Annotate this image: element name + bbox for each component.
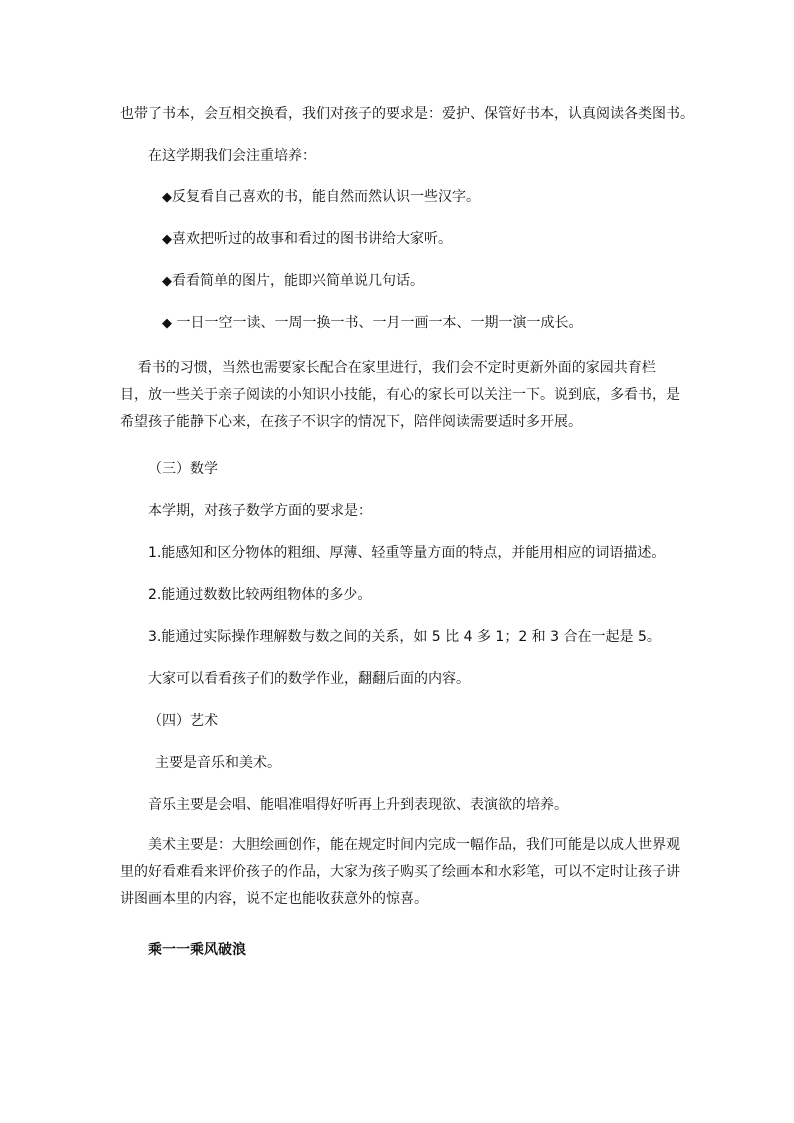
bullet-item (162, 229, 452, 250)
bullet-text: 反复看自己喜欢的书，能自然而然认识一些汉字。 (172, 189, 480, 205)
bullet-item (162, 313, 582, 334)
section-heading-math: （三）数学 (148, 461, 218, 477)
section-heading-art: （四）艺术 (148, 713, 218, 729)
paragraph-line: 讲图画本里的内容，说不定也能收获意外的惊喜。 (120, 891, 428, 907)
math-item: 3.能通过实际操作理解数与数之间的关系，如 5 比 4 多 1；2 和 3 合在一起是 5。 (148, 629, 661, 645)
reading-paragraph (120, 355, 680, 436)
diamond-bullet-icon: ◆ (162, 316, 172, 331)
diamond-bullet-icon: ◆ (162, 190, 172, 205)
bullet-item (162, 187, 480, 208)
bullet-text: 一日一空一读、一周一换一书、一月一画一本、一期一演一成长。 (172, 315, 583, 331)
emphasis-lead: 在这学期我们会注重培养： (148, 148, 316, 164)
art-main: 主要是音乐和美术。 (155, 755, 281, 771)
math-intro: 本学期，对孩子数学方面的要求是： (148, 503, 372, 519)
paragraph-line: 目，放一些关于亲子阅读的小知识小技能，有心的家长可以关注一下。说到底，多看书，是 (120, 387, 680, 403)
music-paragraph: 音乐主要是会唱、能唱准唱得好听再上升到表现欲、表演欲的培养。 (148, 797, 568, 813)
intro-paragraph: 也带了书本，会互相交换看，我们对孩子的要求是：爱护、保管好书本，认真阅读各类图书。 (120, 106, 694, 122)
paragraph-line: 看书的习惯，当然也需要家长配合在家里进行，我们会不定时更新外面的家园共育栏 (120, 360, 656, 376)
bold-title: 乘一一乘风破浪 (148, 942, 246, 958)
math-item: 1.能感知和区分物体的粗细、厚薄、轻重等量方面的特点，并能用相应的词语描述。 (148, 545, 666, 561)
art-paragraph (120, 832, 680, 913)
bullet-text: 看看简单的图片，能即兴简单说几句话。 (172, 273, 424, 289)
diamond-bullet-icon: ◆ (162, 232, 172, 247)
diamond-bullet-icon: ◆ (162, 274, 172, 289)
paragraph-line: 希望孩子能静下心来，在孩子不识字的情况下，陪伴阅读需要适时多开展。 (120, 414, 582, 430)
math-note: 大家可以看看孩子们的数学作业，翻翻后面的内容。 (148, 671, 470, 687)
math-item: 2.能通过数数比较两组物体的多少。 (148, 587, 372, 603)
paragraph-line: 里的好看难看来评价孩子的作品，大家为孩子购买了绘画本和水彩笔，可以不定时让孩子讲 (120, 864, 680, 880)
paragraph-line: 美术主要是：大胆绘画创作，能在规定时间内完成一幅作品，我们可能是以成人世界观 (148, 837, 680, 853)
bullet-text: 喜欢把听过的故事和看过的图书讲给大家听。 (172, 231, 452, 247)
bullet-item (162, 271, 424, 292)
